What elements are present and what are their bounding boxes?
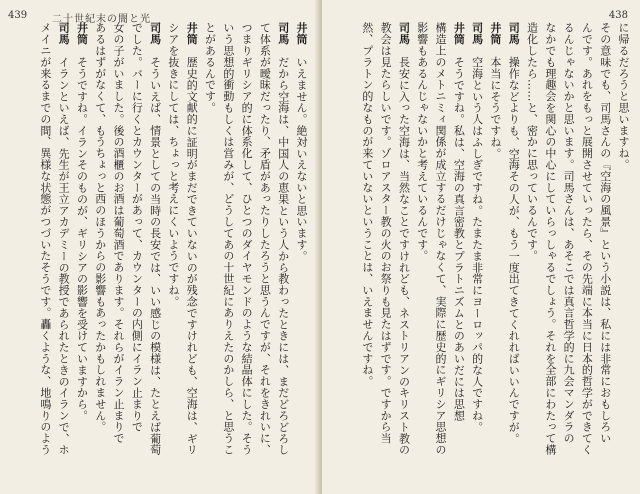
text-column — [449, 22, 467, 484]
column-text: 本当にそうですね。 — [488, 56, 502, 160]
speaker-name: 井筒 — [488, 22, 502, 45]
text-column — [292, 22, 310, 484]
text-column — [412, 22, 430, 484]
column-text: つまりギリシア的に体系化して、ひとつのダイヤモンドのような結晶体にした。そう — [240, 22, 254, 456]
column-text: いう思想的衝動もしくは営みが、どうしてあの十世紀にありえたのかしら、と思うこ — [221, 22, 235, 456]
text-column — [394, 22, 412, 484]
column-text: イランといえば、先生が王立アカデミーの教授であられたときのイランで、ホ — [57, 56, 71, 456]
text-column — [182, 22, 200, 484]
speaker-name: 司馬 — [397, 22, 411, 45]
column-text: 女の子がいました。後の酒櫃のお酒は葡萄酒であります。それらがイラン止まりで — [112, 22, 126, 444]
column-text: メイニが来るまでの間、異様な状態がつづいたそうです。轟くような、地鳴りのよう — [38, 22, 52, 456]
column-text: 然、プラトン的なものが来ていないということは、いえませんですね。 — [360, 22, 374, 387]
left-page-number: 439 — [8, 10, 28, 21]
column-text: その意味でも、司馬さんの『空海の風景』という小説は、私には非常におもしろい — [598, 22, 612, 444]
text-column — [358, 22, 376, 484]
text-column — [559, 22, 577, 484]
text-column — [486, 22, 504, 484]
column-text: に帰るだろうと思いますね。 — [617, 22, 630, 171]
column-text: 長安に入った空海は、当然なことですけれども、ネストリアンのキリスト教の — [397, 56, 411, 456]
column-text: 教会は見たらしいです。ゾロアスター教の火のお祭りも見たはずです。ですから当 — [379, 22, 393, 444]
text-column — [255, 22, 273, 484]
running-title: 二十世紀末の闇と光 — [52, 14, 151, 25]
text-column — [431, 22, 449, 484]
text-column — [237, 22, 255, 484]
speaker-name: 司馬 — [507, 22, 521, 45]
text-column — [504, 22, 522, 484]
left-text-block — [6, 22, 310, 484]
left-page — [0, 0, 318, 494]
right-text-block — [326, 22, 632, 484]
column-text: 操作などよりも、空海その人が、もう一度出てきてくれればいいんですが。 — [507, 56, 521, 445]
column-text: 歴史的文献的に証明がまだできていないのが残念ですけれども、空海は、ギリ — [185, 56, 199, 456]
text-column — [467, 22, 485, 484]
text-column — [127, 22, 145, 484]
column-text: シアを抜きにしては、ちょっと考えにくいようですね。 — [166, 22, 180, 307]
text-column — [541, 22, 559, 484]
text-column — [219, 22, 237, 484]
text-column — [200, 22, 218, 484]
right-page — [322, 0, 640, 494]
column-text: とがあるんです。 — [203, 22, 217, 114]
right-page-number: 438 — [608, 10, 628, 21]
speaker-name: 司馬 — [148, 22, 162, 45]
speaker-name: 司馬 — [470, 22, 484, 45]
text-column — [36, 22, 54, 484]
text-column — [72, 22, 90, 484]
column-text: だから空海は、中国人の恵果という人から教わったときには、まだどろどろし — [276, 56, 290, 456]
text-column — [145, 22, 163, 484]
column-text: るんじゃないかと思います。司馬さんは、あそこでは真言哲学的に九会マンダラの — [562, 22, 576, 444]
speaker-name: 司馬 — [276, 22, 290, 45]
column-text: そういえば、情景としての当時の長安では、いい感じの模様は、たとえば葡萄 — [148, 56, 162, 456]
column-text: なかでも理趣会を関心の中心にしていらっしゃるでしょう。それを全部にわたって構 — [543, 22, 557, 456]
column-text: 空海という人はふしぎですね。たまたま非常にヨーロッパ的な人ですね。 — [470, 56, 484, 433]
column-text: て体系が曖昧だったり、矛盾があったりしたろうと思うんですが、それをきれいに、 — [258, 22, 272, 456]
text-column — [614, 22, 632, 484]
text-column — [54, 22, 72, 484]
text-column — [90, 22, 108, 484]
column-text: 影響もあるんじゃないかと考えているんです。 — [415, 22, 429, 262]
column-text: 構造上のメトニミィ関係が成立するだけじゃなくて、実際に歴史的にギリシア思想の — [434, 22, 448, 456]
speaker-name: 井筒 — [452, 22, 466, 45]
column-text: でした。バーに行くとカウンターがあって、カウンターの内側にイラン止まりで — [130, 22, 144, 433]
column-text: いえません。絶対いえないと思います。 — [295, 56, 308, 262]
speaker-name: 司馬 — [57, 22, 71, 45]
text-column — [109, 22, 127, 484]
column-text: 造化したら……と、密かに思っているんです。 — [525, 22, 539, 262]
column-text: んです。あれをもっと展開させていったら、その先端に本当に日本的哲学ができてく — [580, 22, 594, 456]
speaker-name: 井筒 — [295, 22, 308, 45]
text-column — [376, 22, 394, 484]
column-text: そうですね。イランそのものが、ギリシアの影響を受けていますから。 — [75, 56, 89, 422]
text-column — [273, 22, 291, 484]
speaker-name: 井筒 — [185, 22, 199, 45]
speaker-name: 井筒 — [75, 22, 89, 45]
text-column — [577, 22, 595, 484]
text-column — [522, 22, 540, 484]
column-text: あるはずがなくて、もうちょっと西のほうからの影響もあったかもしれません。 — [93, 22, 107, 433]
text-column — [595, 22, 613, 484]
text-column — [164, 22, 182, 484]
column-text: そうですね。私は、空海の真言密教とプラトニズムとのあいだには思想 — [452, 56, 466, 422]
